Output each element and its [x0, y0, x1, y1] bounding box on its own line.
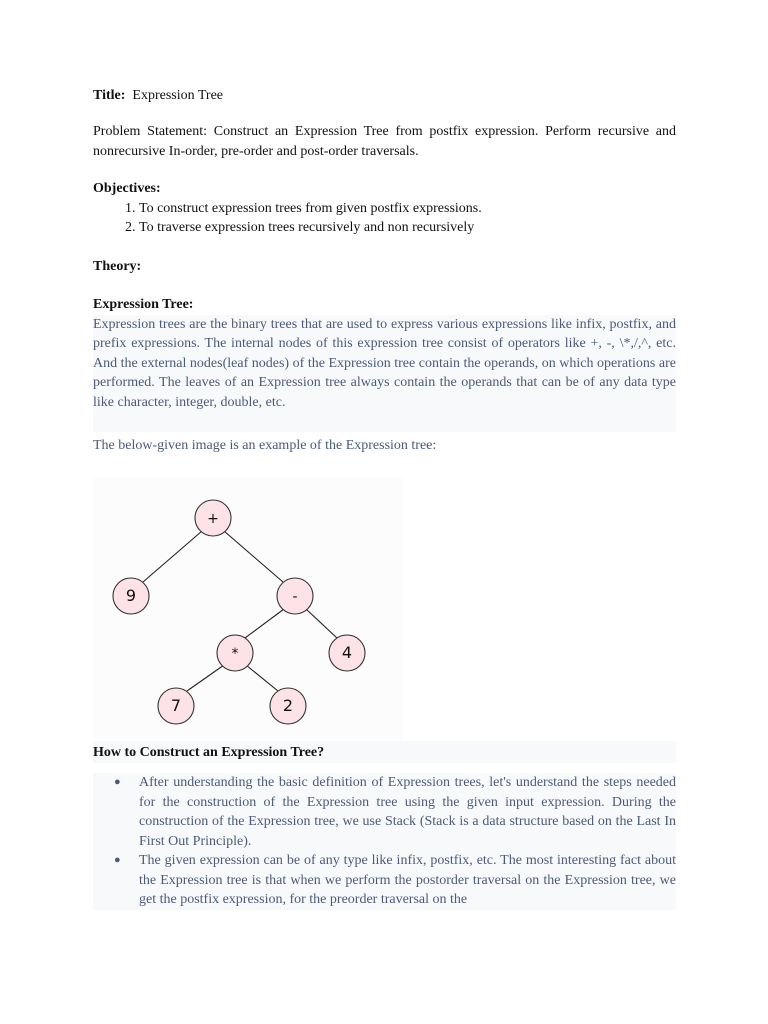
- tree-node-label-n7: 7: [170, 696, 182, 715]
- tree-nodes: [113, 500, 365, 724]
- expression-tree-diagram: [93, 478, 403, 740]
- title-line: [93, 86, 676, 106]
- tree-node-label-minus: -: [292, 589, 298, 605]
- edge-minus-4: [306, 609, 337, 638]
- edge-plus-minus: [224, 531, 283, 582]
- document-body: [93, 86, 676, 456]
- title-label: Title:: [93, 88, 126, 103]
- tree-node-label-star: *: [231, 646, 239, 662]
- construct-step-2: [114, 851, 676, 910]
- expression-tree-heading: Expression Tree:: [93, 297, 194, 312]
- problem-statement: Problem Statement: Construct an Expression Tree from postfix expression. Perform recursive and nonrecursive In-order, pre-order and post-order traversals.: [93, 124, 676, 159]
- construct-steps-list: [93, 773, 676, 910]
- edge-star-7: [187, 665, 224, 691]
- construct-step-1: [114, 773, 676, 851]
- construct-section: [93, 741, 676, 910]
- edge-star-2: [246, 665, 278, 691]
- title-value: Expression Tree: [132, 88, 224, 103]
- objectives-list: [93, 199, 676, 238]
- edge-minus-star: [245, 609, 284, 638]
- expression-tree-figure: [93, 478, 403, 740]
- edge-plus-9: [143, 531, 202, 582]
- objectives-heading: Objectives:: [93, 181, 161, 196]
- objective-item-2: 2. To traverse expression trees recursively and non recursively: [139, 218, 676, 238]
- tree-node-label-n2: 2: [282, 696, 294, 715]
- tree-node-label-n4: 4: [341, 643, 353, 662]
- objective-item-1: 1. To construct expression trees from given postfix expressions.: [139, 199, 676, 219]
- tree-node-label-n9: 9: [125, 586, 137, 605]
- theory-paragraph: Expression trees are the binary trees that are used to express various expressions like infix, postfix, and prefix expressions. The internal nodes of this expression tree consist of operators like +, -, \*,/,^, etc. And the external nodes(leaf nodes) of the Expression tree contain the operands, on which operations are performed. The leaves of an Expression tree always contain the operands that can be of any data type like character, integer, double, etc.: [93, 315, 676, 433]
- construct-step-2-text: The given expression can be of any type like infix, postfix, etc. The most interesting fact about the Expression tree is that when we perform the postorder traversal on the Expression tree, we get the postfix expression, for the preorder traversal on the: [139, 853, 676, 907]
- bullet-icon: ●: [114, 776, 121, 788]
- theory-heading: Theory:: [93, 258, 142, 274]
- construct-step-1-text: After understanding the basic definition of Expression trees, let's understand the steps needed for the construction of the Expression tree using the given input expression. During the construction of the Expression tree, we use Stack (Stack is a data structure based on the Last In First Out Principle).: [139, 775, 676, 849]
- tree-node-label-root: +: [207, 511, 219, 527]
- figure-caption: The below-given image is an example of the Expression tree:: [93, 438, 437, 453]
- construct-heading: How to Construct an Expression Tree?: [93, 741, 676, 763]
- bullet-icon: ●: [114, 854, 121, 866]
